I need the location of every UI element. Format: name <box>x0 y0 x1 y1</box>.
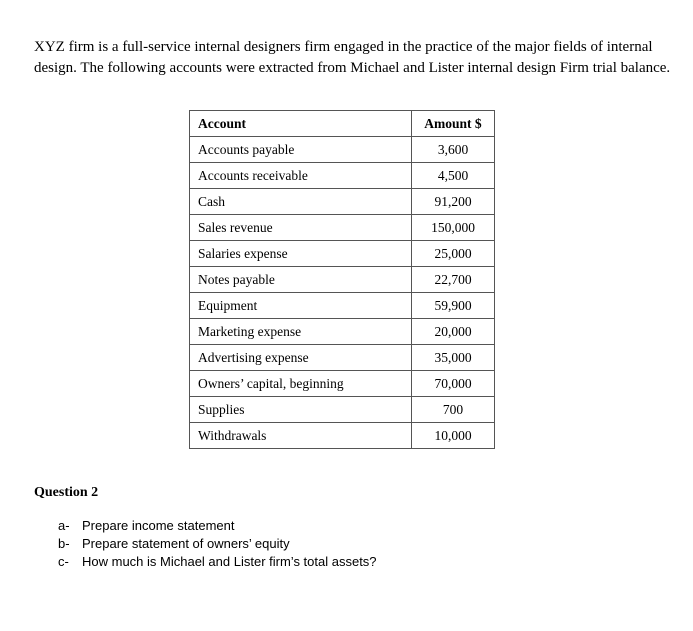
amount-column-header: Amount $ <box>412 111 495 137</box>
table-row <box>190 397 495 423</box>
account-column-header: Account <box>190 111 412 137</box>
amount-cell: 700 <box>412 397 495 423</box>
account-cell: Owners’ capital, beginning <box>190 371 412 397</box>
account-cell: Accounts payable <box>190 137 412 163</box>
list-item <box>58 517 377 535</box>
intro-paragraph: XYZ firm is a full-service internal designers firm engaged in the practice of the major fields of internal design. The following accounts were extracted from Michael and Lister internal design Firm trial balance. <box>34 39 671 76</box>
amount-cell: 25,000 <box>412 241 495 267</box>
list-marker: a- <box>58 518 70 533</box>
table-row <box>190 423 495 449</box>
table-row <box>190 371 495 397</box>
amount-cell: 70,000 <box>412 371 495 397</box>
account-cell: Withdrawals <box>190 423 412 449</box>
account-cell: Accounts receivable <box>190 163 412 189</box>
amount-cell: 20,000 <box>412 319 495 345</box>
list-marker: c- <box>58 554 69 569</box>
table-row <box>190 267 495 293</box>
amount-cell: 150,000 <box>412 215 495 241</box>
table-row <box>190 293 495 319</box>
question-list <box>58 517 377 571</box>
list-item <box>58 553 377 571</box>
list-item <box>58 535 377 553</box>
amount-cell: 10,000 <box>412 423 495 449</box>
account-cell: Supplies <box>190 397 412 423</box>
list-item-text: Prepare income statement <box>82 518 235 533</box>
amount-cell: 4,500 <box>412 163 495 189</box>
amount-cell: 35,000 <box>412 345 495 371</box>
account-cell: Salaries expense <box>190 241 412 267</box>
trial-balance-table <box>189 110 495 449</box>
table-row <box>190 241 495 267</box>
account-cell: Notes payable <box>190 267 412 293</box>
account-cell: Marketing expense <box>190 319 412 345</box>
amount-cell: 3,600 <box>412 137 495 163</box>
account-cell: Equipment <box>190 293 412 319</box>
table-row <box>190 215 495 241</box>
list-item-text: Prepare statement of owners’ equity <box>82 536 290 551</box>
amount-cell: 22,700 <box>412 267 495 293</box>
table-row <box>190 137 495 163</box>
amount-cell: 59,900 <box>412 293 495 319</box>
table-row <box>190 345 495 371</box>
list-marker: b- <box>58 536 70 551</box>
amount-cell: 91,200 <box>412 189 495 215</box>
question-title: Question 2 <box>34 485 99 500</box>
table-row <box>190 189 495 215</box>
table-header-row <box>190 111 495 137</box>
table-row <box>190 319 495 345</box>
list-item-text: How much is Michael and Lister firm’s total assets? <box>82 554 377 569</box>
table-row <box>190 163 495 189</box>
account-cell: Sales revenue <box>190 215 412 241</box>
account-cell: Advertising expense <box>190 345 412 371</box>
account-cell: Cash <box>190 189 412 215</box>
